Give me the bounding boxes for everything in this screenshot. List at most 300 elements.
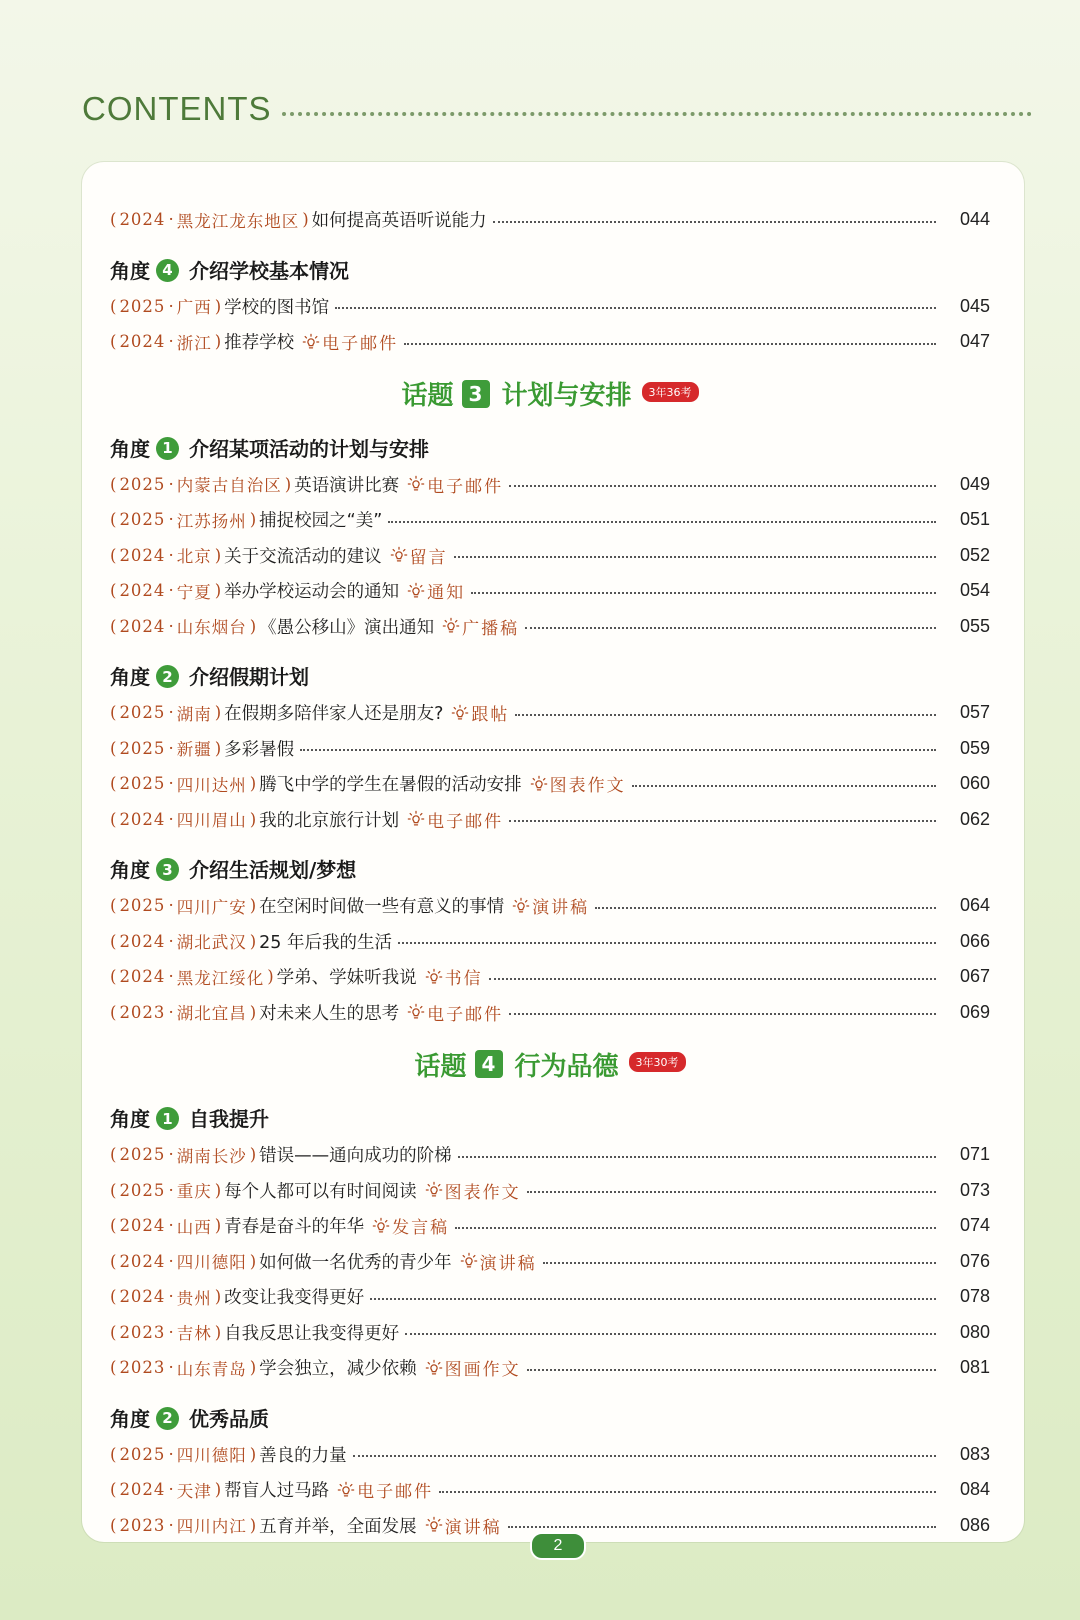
dot-leader: [595, 907, 936, 909]
entry-page-number: 055: [959, 615, 990, 636]
entry-region: 黑龙江绥化: [176, 968, 265, 988]
separator-dot: ·: [168, 1002, 174, 1022]
dot-leader: [454, 556, 936, 558]
close-paren: ): [214, 1322, 222, 1342]
genre-label: 通知: [427, 583, 466, 604]
genre-label: 电子邮件: [427, 1004, 504, 1025]
entry-page-number: 083: [959, 1443, 990, 1464]
entry-page-number: 045: [959, 295, 990, 316]
entry-region: 四川广安: [176, 897, 247, 917]
lightbulb-icon: [425, 1359, 443, 1377]
toc-entry[interactable]: [110, 1208, 990, 1244]
genre-label: 图表作文: [549, 776, 626, 797]
entry-page-number: 081: [959, 1357, 990, 1378]
angle-heading: [110, 244, 990, 289]
lightbulb-icon: [390, 546, 408, 564]
lightbulb-icon: [372, 1217, 390, 1235]
close-paren: ): [214, 332, 222, 352]
open-paren: (: [110, 1180, 117, 1200]
entry-page-number: 073: [959, 1179, 990, 1200]
toc-entry[interactable]: [110, 289, 990, 325]
close-paren: ): [249, 896, 257, 916]
toc-entry[interactable]: [110, 202, 990, 238]
entry-title: 捕捉校园之“美”: [259, 511, 383, 532]
close-paren: ): [214, 581, 222, 601]
genre-tag: [512, 893, 589, 918]
angle-heading: [110, 650, 990, 695]
open-paren: (: [110, 703, 117, 723]
angle-heading: [110, 1392, 990, 1437]
entry-year: 2023: [119, 1002, 166, 1022]
entry-title: 如何提高英语听说能力: [311, 211, 487, 232]
dot-leader: [509, 1013, 936, 1015]
close-paren: ): [214, 1480, 222, 1500]
topic-label: 话题: [414, 1051, 467, 1082]
open-paren: (: [110, 1287, 117, 1307]
close-paren: ): [214, 1216, 222, 1236]
separator-dot: ·: [168, 210, 174, 230]
entry-page-number: 076: [959, 1250, 990, 1271]
entry-page-number: 080: [959, 1321, 990, 1342]
entry-region: 四川内江: [176, 1517, 247, 1537]
entry-page-number: 052: [959, 544, 990, 565]
dot-leader: [527, 1369, 936, 1371]
separator-dot: ·: [168, 703, 174, 723]
lightbulb-icon: [337, 1481, 355, 1499]
toc-entry[interactable]: [110, 538, 990, 574]
entry-title: 五育并举，全面发展: [259, 1516, 417, 1537]
toc-entry[interactable]: [110, 467, 990, 503]
entry-page-number: 057: [959, 702, 990, 723]
entry-region: 宁夏: [176, 582, 212, 602]
entry-title: 我的北京旅行计划: [259, 810, 400, 831]
genre-label: 图画作文: [444, 1360, 521, 1381]
close-paren: ): [249, 931, 257, 951]
page-number: 2: [530, 1532, 586, 1560]
genre-tag: [337, 1477, 433, 1502]
entry-year: 2025: [119, 703, 166, 723]
entry-title: 学会独立，减少依赖: [259, 1359, 417, 1380]
dot-leader: [527, 1191, 936, 1193]
angle-title: 介绍假期计划: [189, 665, 309, 689]
separator-dot: ·: [168, 1180, 174, 1200]
genre-tag: [302, 329, 398, 354]
open-paren: (: [110, 1251, 117, 1271]
entry-title: 25 年后我的生活: [259, 932, 392, 953]
topic-number-badge: 4: [475, 1050, 503, 1078]
open-paren: (: [110, 896, 117, 916]
topic-title: 计划与安排: [501, 381, 632, 411]
lightbulb-icon: [425, 1181, 443, 1199]
lightbulb-icon: [407, 1003, 425, 1021]
entry-region: 湖南长沙: [176, 1146, 247, 1166]
entry-page-number: 086: [959, 1514, 990, 1535]
dot-leader: [509, 820, 936, 822]
entry-page-number: 067: [959, 966, 990, 987]
entry-region: 贵州: [176, 1288, 212, 1308]
dot-leader: [525, 627, 936, 629]
genre-tag: [425, 964, 483, 989]
toc-card: [82, 162, 1024, 1542]
close-paren: ): [214, 703, 222, 723]
angle-label: 角度: [110, 665, 150, 689]
genre-label: 发言稿: [392, 1218, 450, 1239]
angle-title: 自我提升: [189, 1107, 269, 1131]
entry-title: 推荐学校: [224, 333, 295, 354]
genre-tag: [407, 1000, 503, 1025]
open-paren: (: [110, 1322, 117, 1342]
toc-entry[interactable]: [110, 1315, 990, 1351]
entry-region: 四川德阳: [176, 1446, 247, 1466]
toc-entry[interactable]: [110, 324, 990, 360]
separator-dot: ·: [168, 1251, 174, 1271]
entry-region: 重庆: [176, 1182, 212, 1202]
genre-label: 跟帖: [471, 705, 510, 726]
open-paren: (: [110, 332, 117, 352]
entry-title: 腾飞中学的学生在暑假的活动安排: [259, 775, 522, 796]
header-dotted-rule: [282, 112, 1032, 116]
dot-leader: [632, 785, 936, 787]
toc-entry[interactable]: [110, 502, 990, 538]
entry-region: 北京: [176, 547, 212, 567]
open-paren: (: [110, 774, 117, 794]
lightbulb-icon: [302, 333, 320, 351]
angle-title: 介绍生活规划/梦想: [189, 858, 357, 882]
entry-year: 2025: [119, 1180, 166, 1200]
angle-label: 角度: [110, 1107, 150, 1131]
dot-leader: [405, 1333, 936, 1335]
entry-region: 吉林: [176, 1324, 212, 1344]
entry-year: 2024: [119, 332, 166, 352]
dot-leader: [508, 1526, 936, 1528]
topic-label: 话题: [401, 381, 454, 411]
entry-page-number: 078: [959, 1286, 990, 1307]
lightbulb-icon: [407, 475, 425, 493]
entry-page-number: 060: [959, 773, 990, 794]
lightbulb-icon: [425, 1516, 443, 1534]
close-paren: ): [214, 1287, 222, 1307]
genre-tag: [425, 1355, 521, 1380]
genre-label: 留言: [409, 547, 448, 568]
separator-dot: ·: [168, 1145, 174, 1165]
close-paren: ): [249, 1145, 257, 1165]
entry-region: 四川眉山: [176, 811, 247, 831]
close-paren: ): [249, 774, 257, 794]
entry-page-number: 051: [959, 509, 990, 530]
toc-entry[interactable]: [110, 802, 990, 838]
entry-year: 2023: [119, 1322, 166, 1342]
toc-entry[interactable]: [110, 695, 990, 731]
entry-page-number: 049: [959, 473, 990, 494]
toc-entry[interactable]: [110, 766, 990, 802]
dot-leader: [353, 1455, 936, 1457]
separator-dot: ·: [168, 1287, 174, 1307]
open-paren: (: [110, 616, 117, 636]
angle-heading: [110, 843, 990, 888]
entry-page-number: 054: [959, 580, 990, 601]
entry-title: 多彩暑假: [224, 739, 295, 760]
open-paren: (: [110, 1358, 117, 1378]
lightbulb-icon: [442, 617, 460, 635]
lightbulb-icon: [407, 810, 425, 828]
entry-year: 2023: [119, 1358, 166, 1378]
entry-page-number: 064: [959, 895, 990, 916]
entry-region: 湖北武汉: [176, 933, 247, 953]
genre-tag: [407, 578, 465, 603]
angle-heading: [110, 422, 990, 467]
genre-label: 电子邮件: [427, 811, 504, 832]
close-paren: ): [249, 1358, 257, 1378]
entry-page-number: 069: [959, 1001, 990, 1022]
separator-dot: ·: [168, 616, 174, 636]
open-paren: (: [110, 738, 117, 758]
topic-number-badge: 3: [462, 380, 490, 408]
open-paren: (: [110, 1480, 117, 1500]
separator-dot: ·: [168, 510, 174, 530]
lightbulb-icon: [407, 582, 425, 600]
entry-title: 关于交流活动的建议: [224, 546, 382, 567]
entry-year: 2025: [119, 474, 166, 494]
toc-entry[interactable]: [110, 731, 990, 767]
entry-page-number: 074: [959, 1215, 990, 1236]
exam-count-badge: 3年36考: [642, 382, 699, 402]
entry-year: 2024: [119, 1287, 166, 1307]
entry-year: 2024: [119, 1480, 166, 1500]
separator-dot: ·: [168, 1480, 174, 1500]
entry-page-number: 047: [959, 331, 990, 352]
dot-leader: [489, 978, 936, 980]
close-paren: ): [214, 545, 222, 565]
entry-year: 2024: [119, 210, 166, 230]
dot-leader: [493, 221, 936, 223]
close-paren: ): [249, 1515, 257, 1535]
topic-heading: [110, 366, 990, 422]
genre-tag: [451, 700, 509, 725]
entry-year: 2024: [119, 809, 166, 829]
separator-dot: ·: [168, 1358, 174, 1378]
dot-leader: [471, 592, 936, 594]
angle-number-badge: 1: [156, 437, 179, 460]
dot-leader: [439, 1491, 936, 1493]
genre-tag: [530, 771, 626, 796]
genre-tag: [425, 1178, 521, 1203]
topic-title: 行为品德: [514, 1051, 619, 1082]
toc-entry[interactable]: [110, 1244, 990, 1280]
dot-leader: [515, 714, 936, 716]
entry-region: 新疆: [176, 740, 212, 760]
open-paren: (: [110, 1444, 117, 1464]
entry-region: 湖南: [176, 704, 212, 724]
lightbulb-icon: [512, 897, 530, 915]
entry-year: 2025: [119, 738, 166, 758]
open-paren: (: [110, 1515, 117, 1535]
genre-tag: [425, 1513, 502, 1538]
genre-label: 演讲稿: [532, 898, 590, 919]
separator-dot: ·: [168, 332, 174, 352]
toc-entry[interactable]: [110, 1437, 990, 1473]
lightbulb-icon: [530, 775, 548, 793]
angle-title: 介绍学校基本情况: [189, 258, 349, 283]
entry-title: 如何做一名优秀的青少年: [259, 1252, 452, 1273]
genre-label: 电子邮件: [357, 1482, 434, 1503]
contents-header: [82, 90, 1032, 132]
toc-entry[interactable]: [110, 1350, 990, 1386]
entry-year: 2025: [119, 896, 166, 916]
entry-region: 天津: [176, 1481, 212, 1501]
toc-entry[interactable]: [110, 609, 990, 645]
genre-tag: [442, 614, 519, 639]
toc-entry[interactable]: [110, 1279, 990, 1315]
entry-year: 2025: [119, 1145, 166, 1165]
close-paren: ): [267, 967, 274, 987]
angle-label: 角度: [110, 858, 150, 882]
genre-label: 演讲稿: [479, 1253, 537, 1274]
genre-tag: [390, 543, 448, 568]
angle-number-badge: 2: [156, 1407, 179, 1430]
entry-page-number: 059: [959, 737, 990, 758]
entry-page-number: 062: [959, 808, 990, 829]
open-paren: (: [110, 510, 117, 530]
entry-title: 《愚公移山》演出通知: [259, 617, 435, 638]
dot-leader: [398, 942, 936, 944]
lightbulb-icon: [451, 704, 469, 722]
close-paren: ): [214, 296, 222, 316]
toc-entry[interactable]: [110, 1173, 990, 1209]
close-paren: ): [249, 809, 257, 829]
entry-title: 自我反思让我变得更好: [224, 1323, 400, 1344]
angle-label: 角度: [110, 436, 150, 461]
genre-tag: [407, 472, 503, 497]
separator-dot: ·: [168, 545, 174, 565]
entry-year: 2024: [119, 581, 166, 601]
angle-heading: [110, 1092, 990, 1137]
dot-leader: [458, 1156, 936, 1158]
toc-entry[interactable]: [110, 888, 990, 924]
entry-region: 浙江: [176, 333, 212, 353]
open-paren: (: [110, 296, 117, 316]
topic-heading: [110, 1036, 990, 1092]
open-paren: (: [110, 210, 117, 230]
toc-list: [110, 202, 990, 1543]
genre-label: 图表作文: [444, 1182, 521, 1203]
separator-dot: ·: [168, 1216, 174, 1236]
genre-tag: [460, 1249, 537, 1274]
open-paren: (: [110, 474, 117, 494]
open-paren: (: [110, 1216, 117, 1236]
close-paren: ): [284, 474, 292, 494]
close-paren: ): [249, 616, 257, 636]
toc-entry[interactable]: [110, 1137, 990, 1173]
separator-dot: ·: [168, 931, 174, 951]
close-paren: ): [249, 510, 257, 530]
separator-dot: ·: [168, 774, 174, 794]
entry-region: 山西: [176, 1217, 212, 1237]
open-paren: (: [110, 967, 117, 987]
angle-label: 角度: [110, 258, 150, 283]
exam-count-badge: 3年30考: [629, 1052, 686, 1072]
open-paren: (: [110, 931, 117, 951]
separator-dot: ·: [168, 738, 174, 758]
entry-region: 山东烟台: [176, 618, 247, 638]
genre-label: 电子邮件: [322, 334, 399, 355]
dot-leader: [455, 1227, 936, 1229]
separator-dot: ·: [168, 1322, 174, 1342]
entry-title: 对未来人生的思考: [259, 1003, 400, 1024]
separator-dot: ·: [168, 296, 174, 316]
angle-label: 角度: [110, 1406, 150, 1431]
entry-region: 黑龙江龙东地区: [176, 211, 300, 231]
open-paren: (: [110, 809, 117, 829]
dot-leader: [404, 343, 936, 345]
entry-title: 学弟、学妹听我说: [276, 968, 417, 989]
entry-year: 2023: [119, 1515, 166, 1535]
entry-year: 2024: [119, 1216, 166, 1236]
entry-title: 青春是奋斗的年华: [224, 1217, 365, 1238]
dot-leader: [370, 1298, 936, 1300]
toc-entry[interactable]: [110, 924, 990, 960]
genre-label: 演讲稿: [444, 1517, 502, 1538]
genre-label: 广播稿: [462, 618, 520, 639]
close-paren: ): [249, 1251, 257, 1271]
toc-entry[interactable]: [110, 573, 990, 609]
toc-entry[interactable]: [110, 959, 990, 995]
entry-title: 学校的图书馆: [224, 297, 330, 318]
entry-title: 举办学校运动会的通知: [224, 582, 400, 603]
entry-year: 2024: [119, 545, 166, 565]
angle-number-badge: 1: [156, 1107, 179, 1130]
entry-year: 2024: [119, 931, 166, 951]
angle-title: 优秀品质: [189, 1406, 269, 1431]
entry-region: 内蒙古自治区: [176, 476, 282, 496]
separator-dot: ·: [168, 581, 174, 601]
close-paren: ): [249, 1002, 257, 1022]
close-paren: ): [249, 1444, 257, 1464]
genre-tag: [372, 1213, 449, 1238]
entry-region: 山东青岛: [176, 1359, 247, 1379]
entry-year: 2024: [119, 967, 166, 987]
genre-tag: [407, 807, 503, 832]
close-paren: ): [214, 738, 222, 758]
dot-leader: [543, 1262, 936, 1264]
entry-title: 帮盲人过马路: [224, 1481, 330, 1502]
entry-title: 在空闲时间做一些有意义的事情: [259, 897, 505, 918]
entry-year: 2025: [119, 774, 166, 794]
angle-number-badge: 2: [156, 665, 179, 688]
entry-page-number: 044: [959, 209, 990, 230]
open-paren: (: [110, 1002, 117, 1022]
toc-entry[interactable]: [110, 995, 990, 1031]
separator-dot: ·: [168, 809, 174, 829]
entry-title: 错误——通向成功的阶梯: [259, 1146, 452, 1167]
dot-leader: [300, 749, 936, 751]
entry-page-number: 071: [959, 1144, 990, 1165]
separator-dot: ·: [168, 1515, 174, 1535]
genre-label: 电子邮件: [427, 476, 504, 497]
entry-region: 湖北宜昌: [176, 1004, 247, 1024]
open-paren: (: [110, 581, 117, 601]
dot-leader: [509, 485, 936, 487]
angle-number-badge: 3: [156, 858, 179, 881]
separator-dot: ·: [168, 474, 174, 494]
lightbulb-icon: [425, 968, 443, 986]
toc-entry[interactable]: [110, 1472, 990, 1508]
entry-page-number: 066: [959, 930, 990, 951]
separator-dot: ·: [168, 967, 174, 987]
separator-dot: ·: [168, 1444, 174, 1464]
lightbulb-icon: [460, 1252, 478, 1270]
entry-region: 四川达州: [176, 775, 247, 795]
entry-title: 英语演讲比赛: [294, 475, 400, 496]
